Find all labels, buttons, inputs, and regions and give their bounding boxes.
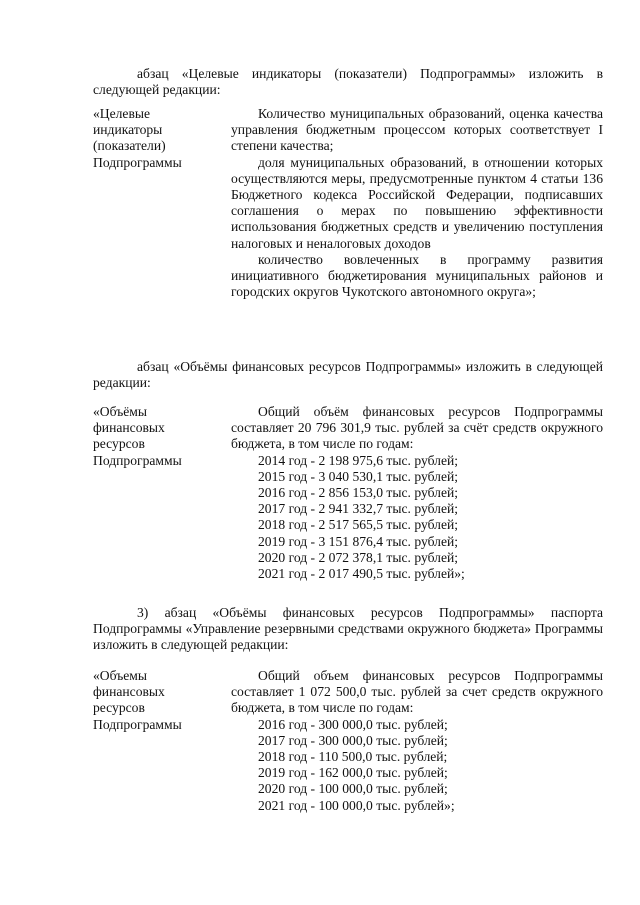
indicator-paragraph: количество вовлеченных в программу развития инициативного бюджетирования муниципальных районов и городских округов Чукотского автономного округа»; [231,251,603,300]
indicator-paragraph: доля муниципальных образований, в отношении которых осуществляются меры, предусмотренные пунктом 4 статьи 136 Бюджетного кодекса Российской Федерации, подписавших соглашения о мерах по повышению эффективности использования бюджетных средств и увеличению поступления налоговых и неналоговых доходов [231,154,603,251]
section1-content [231,106,603,300]
year-line: 2017 год - 2 941 332,7 тыс. рублей; [258,501,459,517]
year-line: 2021 год - 2 017 490,5 тыс. рублей»; [258,566,465,582]
funding-lead: Общий объем финансовых ресурсов Подпрограммы составляет 1 072 500,0 тыс. рублей за счет средств окружного бюджета, в том числе по годам: [231,668,603,716]
year-line: 2017 год - 300 000,0 тыс. рублей; [258,732,448,748]
year-line: 2020 год - 2 072 378,1 тыс. рублей; [258,549,459,565]
section1-label: «Целевые индикаторы (показатели) Подпрограммы [93,106,182,170]
section3-label: «Объемы финансовых ресурсов Подпрограммы [93,668,182,732]
section2-content [231,404,603,582]
year-line: 2020 год - 100 000,0 тыс. рублей; [258,781,448,797]
year-line: 2016 год - 2 856 153,0 тыс. рублей; [258,485,459,501]
year-line: 2016 год - 300 000,0 тыс. рублей; [258,716,448,732]
year-line: 2019 год - 162 000,0 тыс. рублей; [258,765,448,781]
year-line: 2021 год - 100 000,0 тыс. рублей»; [258,797,455,813]
year-line: 2015 год - 3 040 530,1 тыс. рублей; [258,468,459,484]
section3-content [231,668,603,814]
year-line: 2018 год - 2 517 565,5 тыс. рублей; [258,517,459,533]
section2-label: «Объёмы финансовых ресурсов Подпрограммы [93,404,182,468]
section2-intro: абзац «Объёмы финансовых ресурсов Подпрограммы» изложить в следующей редакции: [93,359,603,391]
year-line: 2019 год - 3 151 876,4 тыс. рублей; [258,533,459,549]
section3-intro: 3) абзац «Объёмы финансовых ресурсов Подпрограммы» паспорта Подпрограммы «Управление резервными средствами окружного бюджета» Программы изложить в следующей редакции: [93,605,603,653]
year-line: 2014 год - 2 198 975,6 тыс. рублей; [258,452,459,468]
indicator-paragraph: Количество муниципальных образований, оценка качества управления бюджетным процессом которых соответствует I степени качества; [231,106,603,154]
section1-intro: абзац «Целевые индикаторы (показатели) Подпрограммы» изложить в следующей редакции: [93,66,603,98]
year-line: 2018 год - 110 500,0 тыс. рублей; [258,749,448,765]
funding-lead: Общий объём финансовых ресурсов Подпрограммы составляет 20 796 301,9 тыс. рублей за счёт средств окружного бюджета, в том числе по годам: [231,404,603,452]
